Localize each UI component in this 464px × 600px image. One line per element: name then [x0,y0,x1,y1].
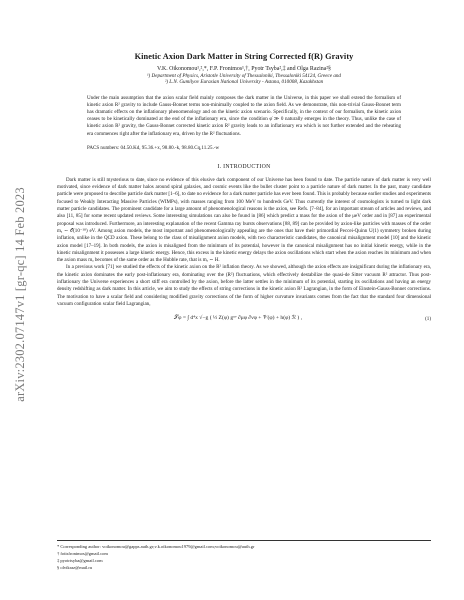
footnotes [57,540,431,572]
paragraph: Dark matter is still mysterious to date, since no evidence of this elusive dark component of our Universe has been found to date. The particle nature of dark matter is very well motivated, since evidence of dark matter halos around spiral galaxies, and cosmic events like the bullet cluster point to a particle nature of dark matter. In the past, many candidate particle were proposed to describe particle dark matter [1–6], to date no evidence for a dark matter particle has ever been found. This is probably because earlier studies and experiments focused to Weakly Interacting Massive Particles (WIMPs), with masses ranging from 100 MeV to hundreds GeV. Thus currently the interest of cosmologists is turned to light dark matter particle candidates. The prominent candidate for a large amount of phenomenological reasons is the axion, see Refs. [7–84], for an important stream of articles and reviews, and also [11, 85] for some recent updated reviews. Some interesting simulations can also be found in [86] which predict a mass for the axion of the μeV order and in [87] an experimental proposal was introduced. Furthermore, an interesting explanation of the recent Gamma ray bursts observations [88, 89] can be provided by axion-like particles with masses of the order mₐ ∼ 𝒪(10⁻¹⁰) eV. Among axion models, the most important and phenomenologically appealing are the ones that have their primordial Peccei-Quinn U(1) symmetry broken during inflation, unlike in the QCD axion. These belong to the class of misalignment axion models, with two characteristic candidates, the canonical misalignment model [10] and the kinetic axion model [17–19]. In both models, the axion is misaligned from the minimum of its potential, however in the canonical misalignment has no initial kinetic energy, while in the kinetic misalignment it possesses a large kinetic energy. Hence, this excess in the kinetic energy delays the axion oscillations which start when the axion reaches its minimum and when the axion mass mₐ becomes of the same order as the Hubble rate, that is mₐ ∼ H. [57,176,431,264]
arxiv-identifier-stamp [9,84,31,504]
equation-number: (1) [425,315,431,322]
pacs-numbers: PACS numbers: 04.50.Kd, 95.36.+x, 98.80.-k, 98.80.Cq,11.25.-w [87,144,220,151]
paragraph: In a previous work [71] we studied the effects of the kinetic axion on the R² inflation theory. As we showed, although the axion effects are insignificant during the inflationary era, the kinetic axion dominates the early post-inflationary era, dominating over the (R²) fluctuations, which effectively destabilize the quasi-de Sitter vacuum R² attractor. Thus post-inflationary the Universe experiences a short stiff era controlled by the axion, before the latter settles in the minimum of its potential, starting its oscillations and having an energy density redshifting as dark matter. In this article, we aim to study the effects of string corrections in the kinetic axion R² Lagrangian, in the form of Einstein-Gauss-Bonnet corrections. The motivation to have a scalar field and considering modified gravity corrections of the form of higher curvature invariants comes from the fact that the standard four dimensional vacuum configuration scalar field Lagrangian, [57,264,431,308]
introduction-body [57,177,431,309]
arxiv-id-text: arXiv:2302.07147v1 [gr-qc] 14 Feb 2023 [12,186,27,402]
footnote: § olvikraz@mail.ru [57,564,93,570]
equation-body: 𝒮φ = ∫ d⁴x √−g ( ½ Z(φ) gᵘᵛ ∂μφ ∂νφ + 𝒱(φ) + h(φ) ℛ ) , [173,315,303,322]
paper-title: Kinetic Axion Dark Matter in String Corrected f(R) Gravity [134,52,354,61]
paper-page [57,52,431,331]
equation-1 [57,315,431,322]
affiliation-1: ¹) Department of Physics, Aristotle University of Thessaloniki, Thessaloniki 54124, Greece and [147,73,341,80]
abstract: Under the main assumption that the axion scalar field mainly composes the dark matter in the Universe, in this paper we shall extend the formalism of kinetic axion R² gravity to include Gauss-Bonnet terms non-minimally coupled to the axion field. As we demonstrate, this non-trivial Gauss-Bonnet term has dramatic effects on the inflationary phenomenology and on the kinetic axion scenario. Specifically, in the context of our formalism, the kinetic axion ceases to be kinetically dominated at the end of the inflationary era, since the condition φ̇ ≫ 0 naturally emerges in the theory. Thus, unlike the case of kinetic axion R² gravity, the Gauss-Bonnet corrected kinetic axion R² gravity leads to an inflationary era which is not further extended and the reheating era commences right after the inflationary era, driven by the R² fluctuations. [87,94,401,137]
footnote: ‡ pyotrtsyba@gmail.com [57,557,103,563]
affiliation-2: ²) L.N. Gumilyov Eurasian National University - Astana, 010008, Kazakhstan [164,79,324,86]
footnote: * Corresponding author: voikonomou@gapps.auth.gr;v.k.oikonomou1979@gmail.com;voikonomou@auth.gr [57,544,255,549]
section-heading: I. INTRODUCTION [217,163,271,170]
author-list: V.K. Oikonomou¹,²,*, F.P. Fronimos¹,†, Pyotr Tsyba²,‡ and Olga Razina²§ [157,66,331,72]
footnote: † fotisfronimos@gmail.com [57,550,108,556]
